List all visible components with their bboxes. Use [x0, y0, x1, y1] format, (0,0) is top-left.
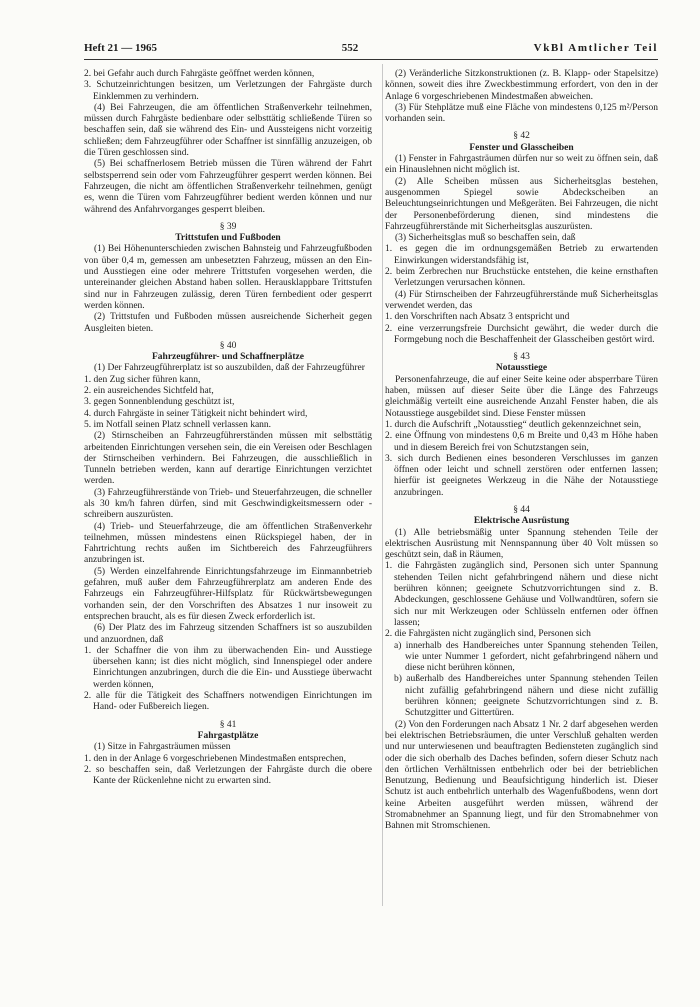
- list-item: 2. eine verzerrungsfreie Durchsicht gewährt, die weder durch die Formgebung noch die Beschaffenheit der Glasscheiben gestört wird.: [385, 323, 658, 345]
- list-item: 1. durch die Aufschrift „Notausstieg“ deutlich gekennzeichnet sein,: [385, 419, 642, 430]
- section-heading: Fenster und Glasscheiben: [469, 142, 574, 153]
- paragraph: (1) Fenster in Fahrgasträumen dürfen nur so weit zu öffnen sein, daß ein Hinauslehnen nicht möglich ist.: [385, 154, 658, 176]
- paragraph: (1) Alle betriebsmäßig unter Spannung stehenden Teile der elektrischen Ausrüstung mit Nennspannung über 40 Volt müssen so geschützt sein, daß in Räumen,: [385, 527, 658, 561]
- list-item: 2. ein ausreichendes Sichtfeld hat,: [84, 386, 214, 397]
- left-column: [84, 69, 372, 787]
- list-item: 1. den Zug sicher führen kann,: [84, 374, 201, 385]
- sub-list-item: a) innerhalb des Handbereiches unter Spannung stehenden Teilen, wie unter Nummer 1 gefordert, nicht gefahrbringend nähern und diese nicht berühren können,: [394, 640, 658, 674]
- list-item: 3. sich durch Bedienen eines besonderen Verschlusses im ganzen öffnen oder leicht und schnell zerstören oder entfernen lassen; hierfür ist geeignetes Werkzeug in die Nähe der Notausstiege anzubringen.: [385, 453, 658, 498]
- right-column: [385, 69, 658, 833]
- paragraph: (4) Trieb- und Steuerfahrzeuge, die am öffentlichen Straßenverkehr teilnehmen, müssen mindestens einen Rückspiegel haben, der in Fahrtrichtung rechts außen im Sichtbereich des Fahrzeugführers anzubringen ist.: [84, 521, 372, 566]
- paragraph: (2) Trittstufen und Fußboden müssen ausreichende Sicherheit gegen Ausgleiten bieten.: [84, 312, 372, 334]
- section-heading: Trittstufen und Fußboden: [175, 233, 281, 244]
- paragraph: (3) Fahrzeugführerstände von Trieb- und Steuerfahrzeugen, die schneller als 30 km/h fahren dürfen, sind mit Geschwindigkeitsmessern oder -schreibern auszurüsten.: [84, 487, 372, 521]
- paragraph: (2) Stirnscheiben an Fahrzeugführerständen müssen mit selbsttätig arbeitenden Einrichtungen versehen sein, die ein Vereisen oder Beschlagen der Stirnscheiben verhindern. Bei Fahrzeugen, die ausschließlich in Tunneln betrieben werden, kann auf derartige Einrichtungen verzichtet werden.: [84, 431, 372, 487]
- list-item: 5. im Notfall seinen Platz schnell verlassen kann.: [84, 419, 272, 430]
- paragraph: Personenfahrzeuge, die auf einer Seite keine oder absperrbare Türen haben, müssen auf dieser Seite über die Länge des Fahrzeugs gleichmäßig verteilt eine ausreichende Anzahl Fenster haben, die als Notausstiege ausgebildet sind. Diese Fenster müssen: [385, 374, 658, 419]
- section-heading: Elektrische Ausrüstung: [473, 516, 570, 527]
- column-divider: [382, 64, 383, 906]
- section-number: § 40: [219, 340, 237, 351]
- section-number: § 43: [513, 352, 530, 363]
- paragraph: (4) Für Stirnscheiben der Fahrzeugführerstände muß Sicherheitsglas verwendet werden, das: [385, 289, 658, 311]
- paragraph: (1) Der Fahrzeugführerplatz ist so auszubilden, daß der Fahrzeugführer: [94, 363, 365, 374]
- paragraph: (2) Von den Forderungen nach Absatz 1 Nr. 2 darf abgesehen werden bei elektrischen Betriebsräumen, die unter Verschluß gehalten werden und nur unterwiesenen und beauftragten Bediensteten zugänglich sind oder die sich oberhalb des Daches befinden, sofern dieser Schutz nach den örtlichen Verhältnissen entbehrlich oder bei der betrieblichen Benutzung, Bedienung und Beaufsichtigung hinderlich ist. Dieser Schutz ist auch entbehrlich unterhalb des Wagenfußbodens, wenn dort keine Arbeiten ausgeführt werden müssen, während der Stromabnehmer an Spannung liegt, und für den Stromabnehmer von Bahnen mit Stromschienen.: [385, 719, 658, 832]
- section-number: § 42: [513, 131, 530, 142]
- paragraph: (1) Sitze in Fahrgasträumen müssen: [94, 742, 231, 753]
- page-number: 552: [341, 42, 359, 54]
- journal-title: VkBl Amtlicher Teil: [533, 42, 658, 54]
- section-number: § 44: [513, 504, 530, 515]
- list-item: 2. bei Gefahr auch durch Fahrgäste geöffnet werden können,: [84, 69, 315, 79]
- list-item: 1. den Vorschriften nach Absatz 3 entspricht und: [385, 312, 570, 323]
- section-heading: Fahrzeugführer- und Schaffnerplätze: [152, 352, 304, 363]
- paragraph: (2) Veränderliche Sitzkonstruktionen (z. B. Klapp- oder Stapelsitze) können, soweit dies ihre Zweckbestimmung erfordert, von den in der Anlage 6 vorgeschriebenen Mindestmaßen abweichen.: [385, 69, 658, 102]
- paragraph: (6) Der Platz des im Fahrzeug sitzenden Schaffners ist so auszubilden und anzuordnen, daß: [84, 623, 372, 645]
- paragraph: (3) Sicherheitsglas muß so beschaffen sein, daß: [395, 233, 576, 244]
- section-number: § 39: [219, 221, 237, 232]
- paragraph: (1) Bei Höhenunterschieden zwischen Bahnsteig und Fahrzeugfußboden von über 0,4 m, gemessen am unbesetzten Fahrzeug, müssen an den Ein- und Ausstiegen eine oder mehrere Trittstufen vorgesehen werden, die untereinander gleichen Abstand haben sollen. Herausklappbare Trittstufen sind nur in Fahrzeugen zulässig, deren Türen fernbedient oder gesperrt werden können.: [84, 244, 372, 311]
- list-item: 3. gegen Sonnenblendung geschützt ist,: [84, 397, 235, 408]
- paragraph: (5) Werden einzelfahrende Einrichtungsfahrzeuge im Einmannbetrieb gefahren, muß außer dem Fahrzeugführerplatz am anderen Ende des Fahrzeugs ein Fahrzeugführer-Hilfsplatz für Rückwärtsbewegungen vorhanden sein, der den Vorschriften des Absatzes 1 nur insoweit zu entsprechen braucht, als es für diesen Zweck erforderlich ist.: [84, 566, 372, 622]
- issue-label: Heft 21 — 1965: [84, 42, 158, 54]
- section-heading: Notausstiege: [495, 363, 548, 374]
- list-item: 3. Schutzeinrichtungen besitzen, um Verletzungen der Fahrgäste durch Einklemmen zu verhindern.: [84, 80, 372, 102]
- list-item: 4. durch Fahrgäste in seiner Tätigkeit nicht behindert wird,: [84, 408, 308, 419]
- list-item: 2. beim Zerbrechen nur Bruchstücke entstehen, die keine ernsthaften Verletzungen verursachen können.: [385, 267, 658, 289]
- paragraph: (2) Alle Scheiben müssen aus Sicherheitsglas bestehen, ausgenommen Spiegel sowie Abdeckscheiben an Beleuchtungseinrichtungen und Meßgeräten. Bei Fahrzeugen, die nicht der Personenbeförderung dienen, sind mindestens die Fahrzeugführerstände mit Sicherheitsglas auszurüsten.: [385, 176, 658, 232]
- list-item: 2. die Fahrgästen nicht zugänglich sind, Personen sich: [385, 629, 591, 640]
- section-number: § 41: [219, 719, 237, 730]
- list-item: 2. eine Öffnung von mindestens 0,6 m Breite und 0,43 m Höhe haben und in diesem Bereich frei von Schutzstangen sein,: [385, 431, 658, 453]
- header-rule: [84, 59, 658, 60]
- list-item: 2. alle für die Tätigkeit des Schaffners notwendigen Einrichtungen im Hand- oder Fußbereich liegen.: [84, 691, 372, 713]
- sub-list-item: b) außerhalb des Handbereiches unter Spannung stehenden Teilen nicht zufällig gefahrbringend nähern und diese nicht zufällig berühren können; geeignete Schutzvorrichtungen sind z. B. Schutzgitter und Gittertüren.: [394, 674, 658, 719]
- list-item: 1. der Schaffner die von ihm zu überwachenden Ein- und Ausstiege übersehen kann; ist dies nicht möglich, sind Innenspiegel oder andere Einrichtungen anzubringen, durch die die Ein- und Ausstiege überwacht werden können,: [84, 645, 372, 690]
- paragraph: (3) Für Stehplätze muß eine Fläche von mindestens 0,125 m²/Person vorhanden sein.: [385, 102, 658, 125]
- list-item: 1. den in der Anlage 6 vorgeschriebenen Mindestmaßen entsprechen,: [84, 753, 347, 764]
- list-item: 1. die Fahrgästen zugänglich sind, Personen sich unter Spannung stehenden Teilen nicht gefahrbringend nähern und diese nicht berühren können; geeignete Schutzvorrichtungen sind z. B. Abdeckungen, geschlossene Gehäuse und Vollwandtüren, sofern sie sich nur mit Werkzeugen oder Schlüsseln entfernen oder öffnen lassen;: [385, 561, 658, 628]
- list-item: 1. es gegen die im ordnungsgemäßen Betrieb zu erwartenden Einwirkungen widerstandsfähig ist,: [385, 244, 658, 266]
- list-item: 2. so beschaffen sein, daß Verletzungen der Fahrgäste durch die obere Kante der Rückenlehne nicht zu erwarten sind.: [84, 764, 372, 787]
- paragraph: (4) Bei Fahrzeugen, die am öffentlichen Straßenverkehr teilnehmen, müssen durch Fahrgäste bedienbare oder selbsttätig schließende Türen so beschaffen sein, daß sie während des Ein- und Aussteigens nicht vorzeitig schließen; dem Fahrzeugführer oder Schaffner ist sinnfällig anzuzeigen, ob die Türen geschlossen sind.: [84, 102, 372, 159]
- paragraph: (5) Bei schaffnerlosem Betrieb müssen die Türen während der Fahrt selbstsperrend sein oder vom Fahrzeugführer gesperrt werden können. Bei Fahrzeugen, die nicht am öffentlichen Straßenverkehr teilnehmen, genügt es, wenn die Türen vom Fahrzeugführer bedient werden können und nur während des Anfahrvorganges gesperrt bleiben.: [84, 159, 372, 215]
- section-heading: Fahrgastplätze: [197, 730, 259, 741]
